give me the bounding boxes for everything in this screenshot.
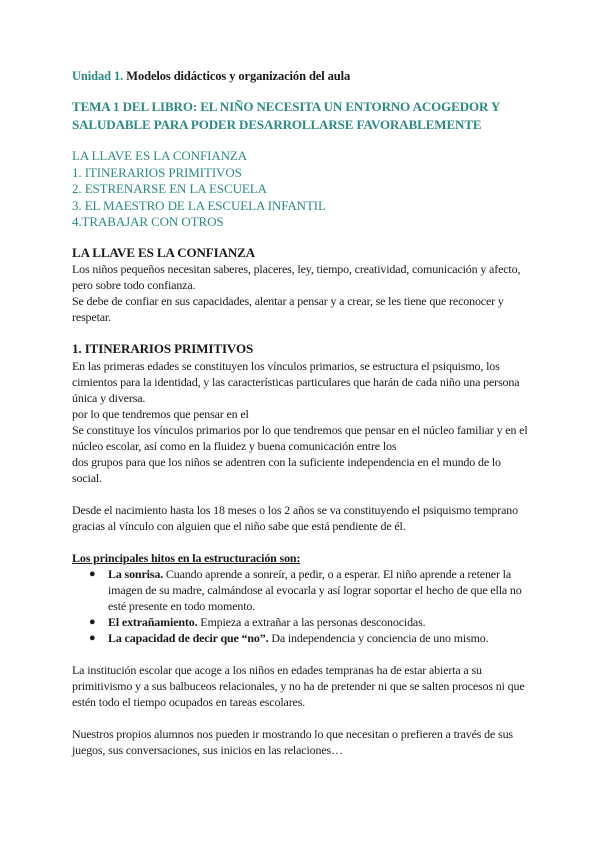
paragraph: La institución escolar que acoge a los niños en edades tempranas ha de estar abierta a su primitivismo y a sus balbuceos relacionales, y no ha de pretender ni que se salten procesos ni que estén todo el tiempo ocupados en tareas escolares.: [72, 662, 525, 709]
unit-label: Unidad 1.: [72, 69, 124, 83]
paragraph: Nuestros propios alumnos nos pueden ir mostrando lo que necesitan o prefieren a través de sus juegos, sus conversaciones, sus inicios en las relaciones…: [72, 726, 513, 757]
hitos-list: [72, 566, 530, 646]
list-item-bold: El extrañamiento.: [108, 614, 198, 629]
paragraph: Los niños pequeños necesitan saberes, placeres, ley, tiempo, creatividad, comunicación y afecto, pero sobre todo confianza.: [72, 262, 521, 292]
hitos-title: Los principales hitos en la estructuración son:: [72, 550, 301, 565]
paragraph: Se constituye los vínculos primarios por lo que tendremos que pensar en el núcleo familiar y en el núcleo escolar, así como en la fluidez y buena comunicación entre los: [72, 422, 528, 453]
spacer: [72, 646, 530, 662]
toc-item: 2. ESTRENARSE EN LA ESCUELA: [72, 181, 267, 196]
bullet-icon: ●: [89, 615, 96, 628]
list-item-text: Empieza a extrañar a las personas desconocidas.: [197, 614, 426, 629]
section-heading-confianza: LA LLAVE ES LA CONFIANZA: [72, 244, 256, 260]
paragraph: dos grupos para que los niños se adentren con la suficiente independencia en el mundo de lo social.: [72, 454, 501, 485]
document-content: [72, 68, 530, 758]
list-item-bold: La sonrisa.: [108, 566, 164, 581]
tema-title: TEMA 1 DEL LIBRO: EL NIÑO NECESITA UN ENTORNO ACOGEDOR Y SALUDABLE PARA PODER DESARROLLARSE FAVORABLEMENTE: [72, 99, 500, 132]
spacer: [72, 486, 530, 502]
list-item-bold: La capacidad de decir que “no”.: [108, 630, 269, 645]
spacer: [72, 710, 530, 726]
spacer: [72, 534, 530, 550]
list-item: [89, 614, 530, 630]
list-item-text: Da independencia y conciencia de uno mismo.: [268, 630, 489, 645]
paragraph: En las primeras edades se constituyen los vínculos primarios, se estructura el psiquismo, los cimientos para la identidad, y las características particulares que harán de cada niño una persona única y diversa.: [72, 358, 520, 405]
table-of-contents: [72, 148, 530, 231]
unit-heading: [72, 68, 530, 84]
paragraph: Se debe de confiar en sus capacidades, alentar a pensar y a crear, se les tiene que reconocer y respetar.: [72, 294, 504, 324]
section-heading-itinerarios: 1. ITINERARIOS PRIMITIVOS: [72, 341, 254, 356]
unit-title: Modelos didácticos y organización del aula: [126, 69, 351, 83]
toc-item: LA LLAVE ES LA CONFIANZA: [72, 148, 248, 163]
list-item-text: Cuando aprende a sonreír, a pedir, o a esperar. El niño aprende a retener la imagen de su madre, calmándose al evocarla y así lograr soportar el hecho de que ella no esté presente en todo momento.: [108, 566, 522, 613]
bullet-icon: ●: [89, 567, 96, 580]
spacer: [72, 325, 530, 341]
paragraph: por lo que tendremos que pensar en el: [72, 406, 249, 421]
paragraph: Desde el nacimiento hasta los 18 meses o los 2 años se va constituyendo el psiquismo temprano gracias al vínculo con alguien que el niño sabe que está pendiente de él.: [72, 502, 518, 533]
bullet-icon: ●: [89, 631, 96, 644]
toc-item: 1. ITINERARIOS PRIMITIVOS: [72, 164, 242, 180]
toc-item: 4.TRABAJAR CON OTROS: [72, 214, 224, 229]
list-item: [89, 566, 530, 614]
toc-item: 3. EL MAESTRO DE LA ESCUELA INFANTIL: [72, 197, 326, 213]
list-item: [89, 630, 530, 646]
